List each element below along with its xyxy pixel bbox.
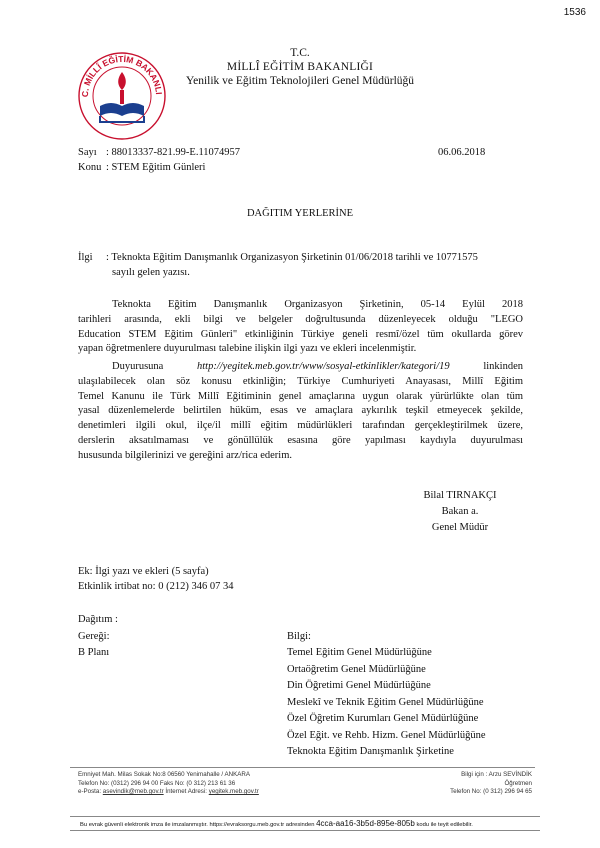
bilgi-item: Meslekî ve Teknik Eğitim Genel Müdürlüğüne <box>287 696 484 708</box>
ilgi-row <box>78 251 478 266</box>
activity-link[interactable]: http://yegitek.meb.gov.tr/www/sosyal-etkinlikler/kategori/19 <box>197 361 450 372</box>
page-number: 1536 <box>563 7 586 18</box>
email-link[interactable]: asevindik@meb.gov.tr <box>102 788 164 796</box>
footer-address-block <box>78 771 259 797</box>
paragraph-2-line: hususunda bilgilerinizi ve gereğini arz/rica ederim. <box>78 449 293 461</box>
footer-divider <box>70 767 535 768</box>
document-date: 06.06.2018 <box>438 147 486 158</box>
svg-text:T.C. MİLLÎ EĞİTİM BAKANLIĞI: C. MİLLÎ EĞİTİM BAKANLI <box>79 53 164 98</box>
attachment-note: Ek: İlgi yazı ve ekleri (5 sayfa) <box>78 566 209 577</box>
bilgi-item: Temel Eğitim Genel Müdürlüğüne <box>287 647 432 658</box>
paragraph-2-first-line <box>78 360 523 375</box>
contact-note: Etkinlik irtibat no: 0 (212) 346 07 34 <box>78 581 234 592</box>
verify-suffix: kodu ile teyit edilebilir. <box>416 822 473 828</box>
info-phone: Telefon No: (0 312) 296 94 65 <box>450 788 532 796</box>
recipient-heading: DAĞITIM YERLERİNE <box>246 208 354 219</box>
republic-label: T.C. <box>290 47 310 59</box>
bilgi-item: Ortaöğretim Genel Müdürlüğüne <box>287 663 426 675</box>
distribution-bilgi <box>287 629 486 761</box>
paragraph-1-line: tarihleri arasında, ekli bilgi ve belgeler doğrultusunda düzenleyecek olduğu "LEGO <box>78 313 523 325</box>
bilgi-item: Teknokta Eğitim Danışmanlık Şirketine <box>287 746 454 757</box>
konu-row <box>78 161 205 176</box>
paragraph-2-line: Temel Kanunu ile Türk Millî Eğitiminin genel amaçlarına uygun olarak yürürlükte olan tüm <box>78 390 523 402</box>
distribution-title: Dağıtım : <box>78 614 118 625</box>
info-contact: Bilgi için : Arzu SEVİNDİK <box>461 771 532 778</box>
ilgi-line-1: : Teknokta Eğitim Danışmanlık Organizasyon Şirketinin 01/06/2018 tarihli ve 10771575 <box>106 252 478 263</box>
geregi-label: Gereği: <box>78 630 110 642</box>
verify-code: 4cca-aa16-3b5d-895e-805b <box>316 819 415 828</box>
verification-text <box>80 819 473 828</box>
konu-label: Konu <box>78 162 102 173</box>
sayi-label: Sayı <box>78 147 97 158</box>
signatory-title-2: Genel Müdür <box>431 522 489 533</box>
signatory-title-1: Bakan a. <box>441 506 479 517</box>
paragraph-1 <box>78 298 523 357</box>
signature-block <box>385 488 535 536</box>
footer-email-web <box>78 788 259 797</box>
paragraph-1-line: yapan öğretmenlere duyurulması talebine ilişkin ilgi yazı ve ekleri incelenmiştir. <box>78 343 417 355</box>
bilgi-item: Özel Öğretim Kurumları Genel Müdürlüğüne <box>287 713 479 724</box>
geregi-item: B Planı <box>78 647 110 658</box>
ilgi-line-2: sayılı gelen yazısı. <box>112 267 190 278</box>
paragraph-2-line: derslerin aksatılmaması ve gönüllülük esasına göre yapılması kaydıyla duyurulması <box>78 434 523 446</box>
email-label: e-Posta: <box>78 788 102 796</box>
ministry-logo <box>76 50 168 142</box>
paragraph-2-lead: Duyurusuna <box>112 361 164 372</box>
footer-address: Emniyet Mah. Milas Sokak No:8 06560 Yenimahalle / ANKARA <box>78 771 250 778</box>
paragraph-2-line: ulaşılabilecek olan söz konusu etkinliğin; Türkiye Cumhuriyeti Anayasası, Millî Eğitim <box>78 375 523 387</box>
footer-info-block <box>450 771 532 797</box>
directorate-name: Yenilik ve Eğitim Teknolojileri Genel Müdürlüğü <box>185 75 415 87</box>
paragraph-2-line: yasal düzenlemelerde belirtilen hüküm, esas ve amaçlara aykırılık teşkil etmeyecek şekilde, <box>78 405 523 417</box>
sayi-row <box>78 146 240 161</box>
paragraph-2-lead-tail: linkinden <box>483 361 524 372</box>
web-link[interactable]: yegitek.meb.gov.tr <box>208 788 259 796</box>
sayi-value: : 88013337-821.99-E.11074957 <box>106 147 241 158</box>
bilgi-item: Özel Eğit. ve Rehb. Hizm. Genel Müdürlüğüne <box>287 729 486 741</box>
ministry-name: MİLLÎ EĞİTİM BAKANLIĞI <box>226 61 374 73</box>
footer-phone: Telefon No: (0312) 296 94 00 Faks No: (0 312) 213 61 36 <box>78 779 236 787</box>
paragraph-1-line: Teknokta Eğitim Danışmanlık Organizasyon Şirketinin, 05-14 Eylül 2018 <box>112 299 523 310</box>
distribution-left <box>78 612 118 662</box>
ilgi-label: İlgi <box>78 252 93 263</box>
bilgi-label: Bilgi: <box>287 630 311 642</box>
info-title: Öğretmen <box>504 779 532 787</box>
konu-value: : STEM Eğitim Günleri <box>106 162 206 173</box>
paragraph-2 <box>78 360 523 464</box>
verify-prefix: Bu evrak güvenli elektronik imza ile imzalanmıştır. https://evraksorgu.meb.gov.tr adresinden <box>80 822 315 828</box>
paragraph-2-line: denetimleri ilgili okul, ilçe/il millî eğitim müdürlükleri tarafından gerçekleştirilmek üzere, <box>78 420 523 432</box>
paragraph-1-line: Education STEM Eğitim Günleri" etkinliğinin Türkiye geneli resmî/özel tüm okullarda görev <box>78 328 523 340</box>
letterhead <box>170 46 430 88</box>
signatory-name: Bilal TIRNAKÇI <box>423 490 497 501</box>
web-label: İnternet Adresi: <box>165 788 207 796</box>
bilgi-item: Din Öğretimi Genel Müdürlüğüne <box>287 680 431 691</box>
